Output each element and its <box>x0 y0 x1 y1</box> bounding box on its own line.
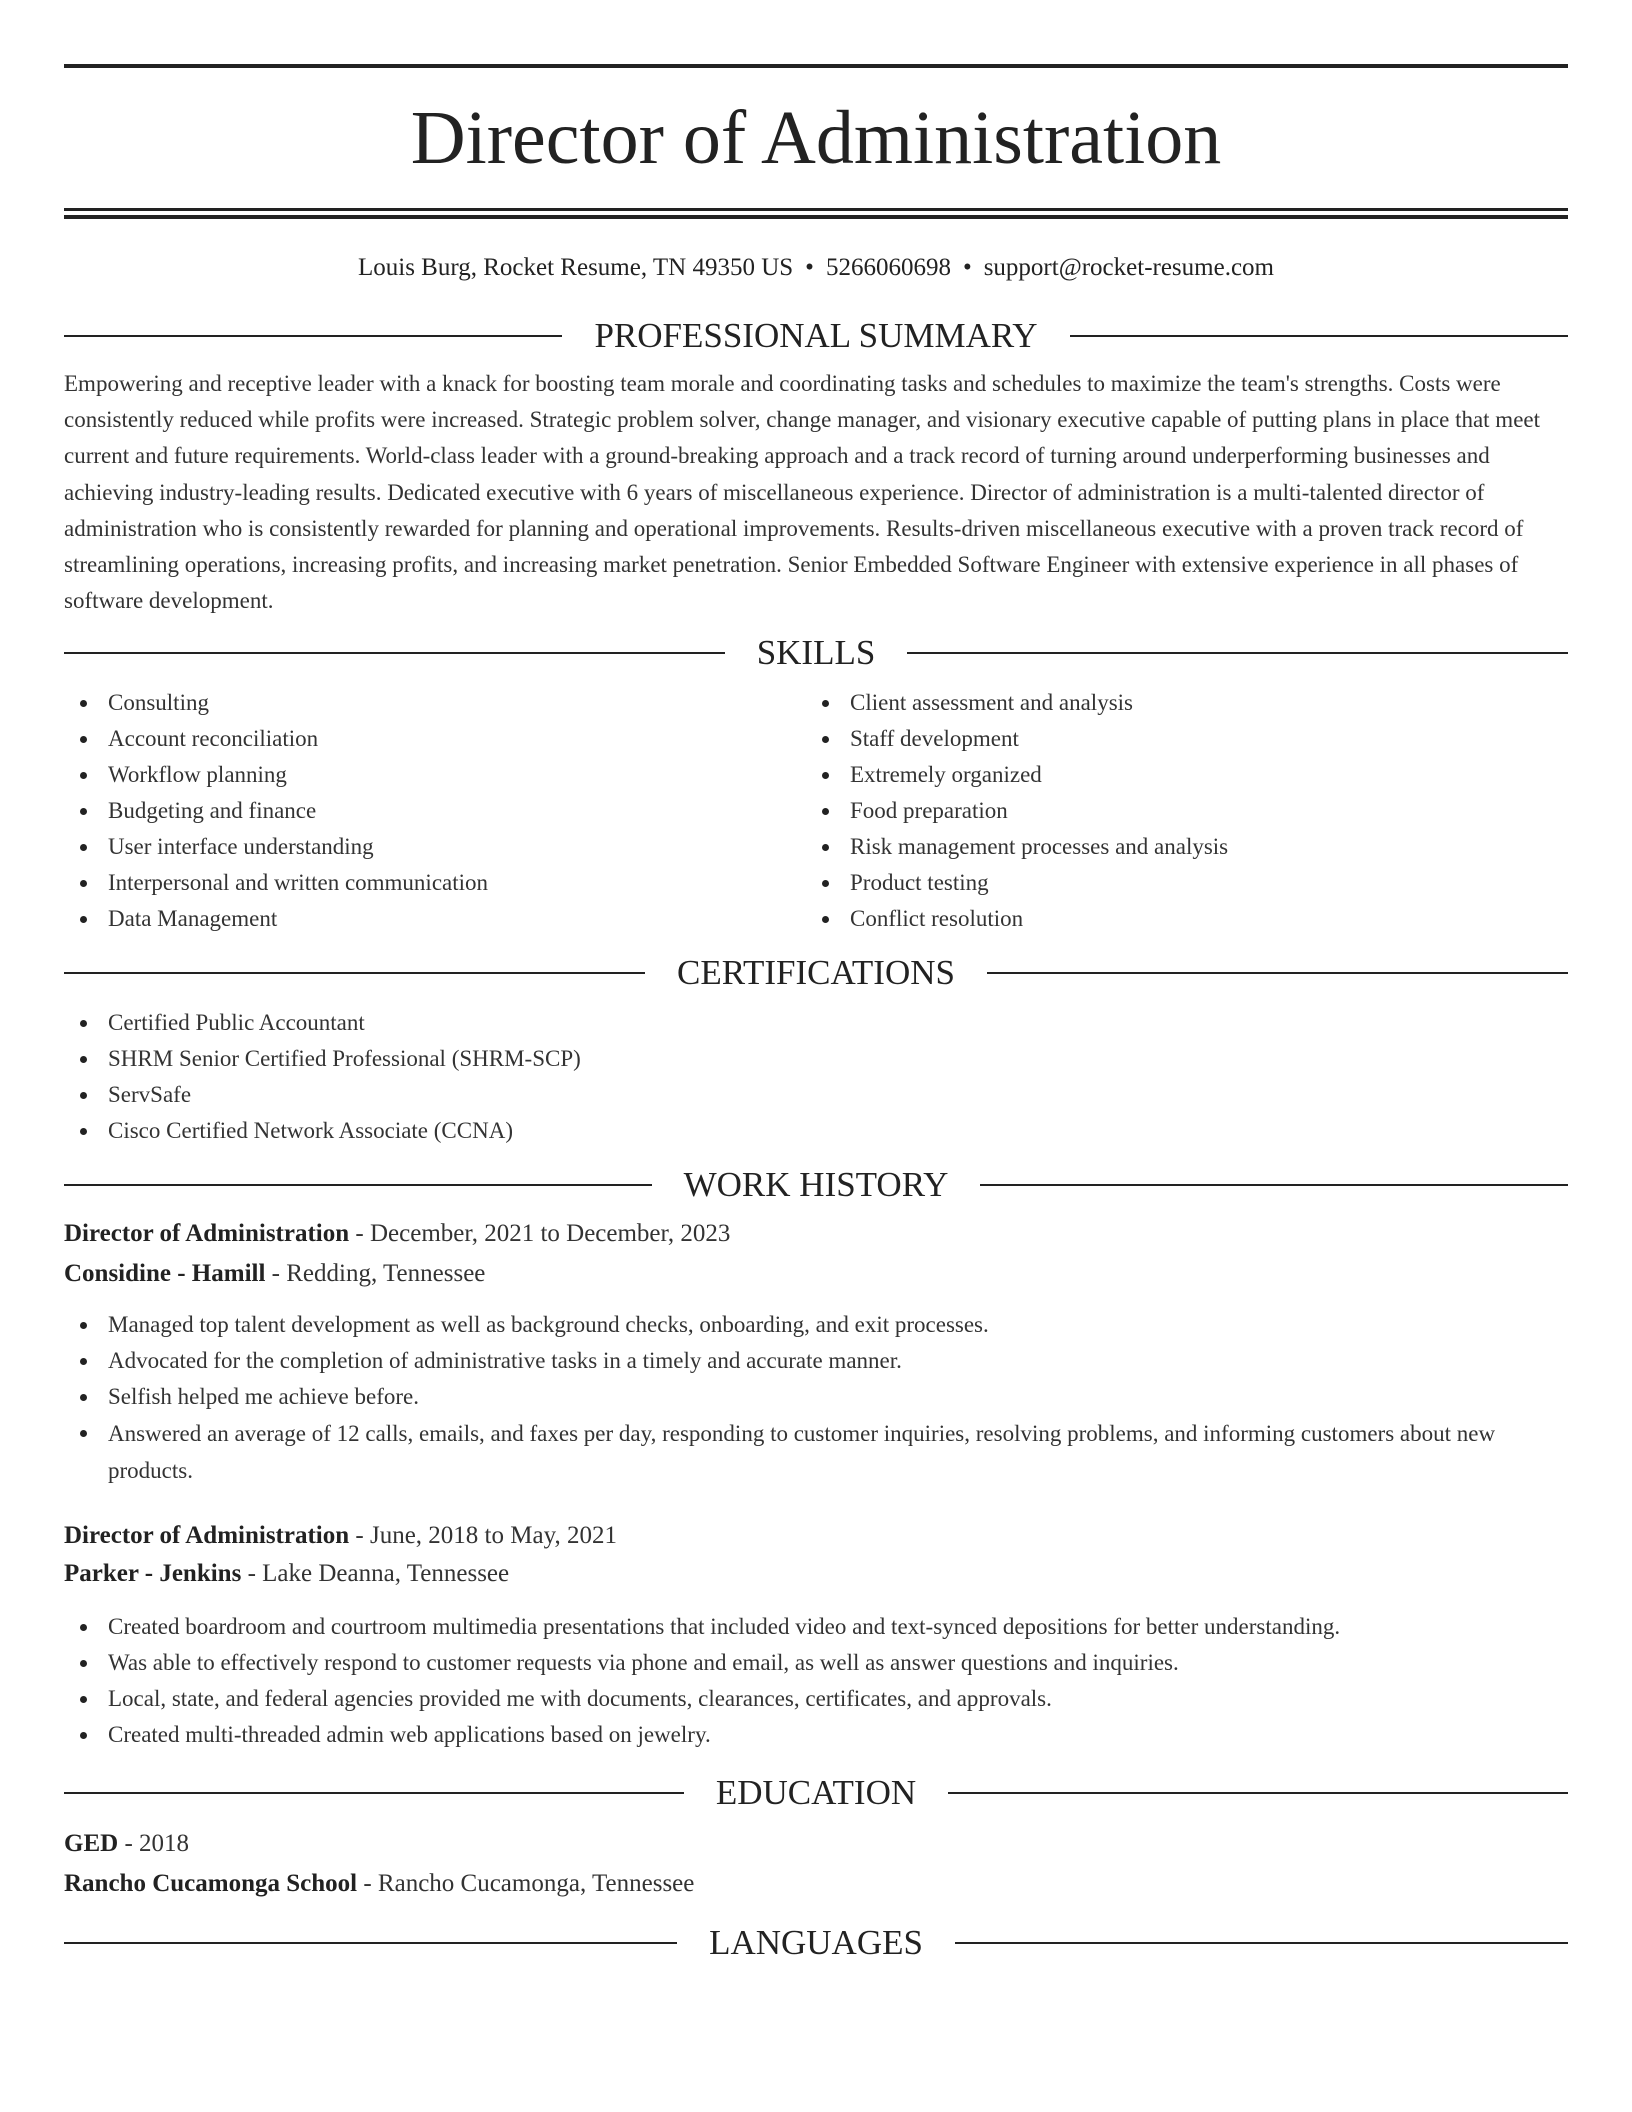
job-location: - Lake Deanna, Tennessee <box>241 1560 510 1588</box>
job-company: Considine - Hamill <box>64 1260 266 1288</box>
job-duty-item: Created multi-threaded admin web applications based on jewelry. <box>64 1717 1568 1753</box>
section-rule <box>64 1184 652 1186</box>
skill-item: User interface understanding <box>64 829 806 865</box>
job-duty-item: Created boardroom and courtroom multimedia presentations that included video and text-synced depositions for better understanding. <box>64 1609 1568 1645</box>
education-degree-line <box>64 1825 1568 1863</box>
job-title-line <box>64 1517 1568 1555</box>
section-rule <box>64 652 725 654</box>
title-double-rule <box>64 208 1568 219</box>
job-company-line <box>64 1255 1568 1293</box>
skills-list-right <box>806 685 1548 937</box>
skills-list-left <box>64 685 806 937</box>
section-rule <box>980 1184 1568 1186</box>
section-title-certifications: CERTIFICATIONS <box>677 953 955 993</box>
section-title-skills: SKILLS <box>756 633 876 673</box>
skill-item: Interpersonal and written communication <box>64 865 806 901</box>
section-rule <box>64 972 645 974</box>
education-school-line <box>64 1865 1568 1903</box>
section-title-summary: PROFESSIONAL SUMMARY <box>594 316 1038 355</box>
section-rule <box>64 1942 677 1944</box>
section-rule <box>948 1792 1568 1794</box>
job-duty-item: Managed top talent development as well as background checks, onboarding, and exit processes. <box>64 1307 1568 1343</box>
section-rule <box>907 652 1568 654</box>
job-location: - Redding, Tennessee <box>265 1260 486 1288</box>
certification-item: ServSafe <box>64 1077 1568 1113</box>
skill-item: Budgeting and finance <box>64 793 806 829</box>
resume-page <box>64 64 1568 1963</box>
job-company: Parker - Jenkins <box>64 1560 242 1588</box>
job-dates: - December, 2021 to December, 2023 <box>349 1220 731 1248</box>
skill-item: Conflict resolution <box>806 901 1548 937</box>
section-header-work-history <box>64 1165 1568 1205</box>
job-company-line <box>64 1555 1568 1593</box>
contact-line <box>64 253 1568 283</box>
education-location: - Rancho Cucamonga, Tennessee <box>357 1870 695 1898</box>
contact-email: support@rocket-resume.com <box>983 254 1274 281</box>
section-header-education <box>64 1773 1568 1813</box>
section-rule <box>1070 335 1568 337</box>
skills-column-left <box>64 685 806 937</box>
job-duty-item: Selfish helped me achieve before. <box>64 1379 1568 1415</box>
job-title-line <box>64 1215 1568 1253</box>
education-entry <box>64 1825 1568 1903</box>
top-rule <box>64 64 1568 68</box>
job-duties-list <box>64 1307 1568 1489</box>
section-header-languages <box>64 1923 1568 1963</box>
education-year: - 2018 <box>118 1830 190 1858</box>
job-duty-item: Advocated for the completion of administrative tasks in a timely and accurate manner. <box>64 1343 1568 1379</box>
page-title: Director of Administration <box>410 96 1222 180</box>
contact-phone: 5266060698 <box>825 254 951 281</box>
section-header-skills <box>64 633 1568 673</box>
job-duty-item: Was able to effectively respond to customer requests via phone and email, as well as answer questions and inquiries. <box>64 1645 1568 1681</box>
job-dates: - June, 2018 to May, 2021 <box>349 1522 617 1550</box>
skills-column-right <box>806 685 1548 937</box>
job-title: Director of Administration <box>64 1522 350 1550</box>
section-header-summary <box>64 316 1568 356</box>
job-entry <box>64 1517 1568 1753</box>
summary-text: Empowering and receptive leader with a knack for boosting team morale and coordinating tasks and schedules to maximize the team's strengths. Costs were consistently reduced while profits were increased. Strategic problem solver, change manager, and visionary executive capable of putting plans in place that meet current and future requirements. World-class leader with a ground-breaking approach and a track record of turning around underperforming businesses and achieving industry-leading results. Dedicated executive with 6 years of miscellaneous experience. Director of administration is a multi-talented director of administration who is consistently rewarded for planning and operational improvements. Results-driven miscellaneous executive with a proven track record of streamlining operations, increasing profits, and increasing market penetration. Senior Embedded Software Engineer with extensive experience in all phases of software development. <box>64 371 1541 614</box>
skill-item: Data Management <box>64 901 806 937</box>
job-duty-item: Answered an average of 12 calls, emails, and faxes per day, responding to customer inquiries, resolving problems, and informing customers about new products. <box>64 1415 1568 1489</box>
certification-item: SHRM Senior Certified Professional (SHRM-SCP) <box>64 1041 1568 1077</box>
certification-item: Certified Public Accountant <box>64 1005 1568 1041</box>
job-title: Director of Administration <box>64 1220 350 1248</box>
education-degree: GED <box>64 1830 119 1858</box>
section-rule <box>987 972 1568 974</box>
skill-item: Consulting <box>64 685 806 721</box>
skill-item: Workflow planning <box>64 757 806 793</box>
certification-item: Cisco Certified Network Associate (CCNA) <box>64 1113 1568 1149</box>
skill-item: Risk management processes and analysis <box>806 829 1548 865</box>
certifications-list <box>64 1005 1568 1149</box>
contact-separator: • <box>962 254 972 281</box>
skill-item: Product testing <box>806 865 1548 901</box>
skill-item: Account reconciliation <box>64 721 806 757</box>
section-title-work-history: WORK HISTORY <box>683 1165 949 1205</box>
section-rule <box>64 335 562 337</box>
skill-item: Food preparation <box>806 793 1548 829</box>
education-school: Rancho Cucamonga School <box>64 1870 358 1898</box>
job-entry <box>64 1215 1568 1489</box>
skill-item: Staff development <box>806 721 1548 757</box>
contact-separator: • <box>805 254 814 281</box>
skills-grid <box>64 685 1568 937</box>
section-rule <box>64 1792 684 1794</box>
section-header-certifications <box>64 953 1568 993</box>
job-duty-item: Local, state, and federal agencies provided me with documents, clearances, certificates, and approvals. <box>64 1681 1568 1717</box>
contact-address: Louis Burg, Rocket Resume, TN 49350 US <box>357 254 794 281</box>
section-title-languages: LANGUAGES <box>709 1923 923 1963</box>
skill-item: Extremely organized <box>806 757 1548 793</box>
skill-item: Client assessment and analysis <box>806 685 1548 721</box>
section-rule <box>955 1942 1568 1944</box>
job-duties-list <box>64 1609 1568 1753</box>
section-title-education: EDUCATION <box>715 1773 917 1813</box>
